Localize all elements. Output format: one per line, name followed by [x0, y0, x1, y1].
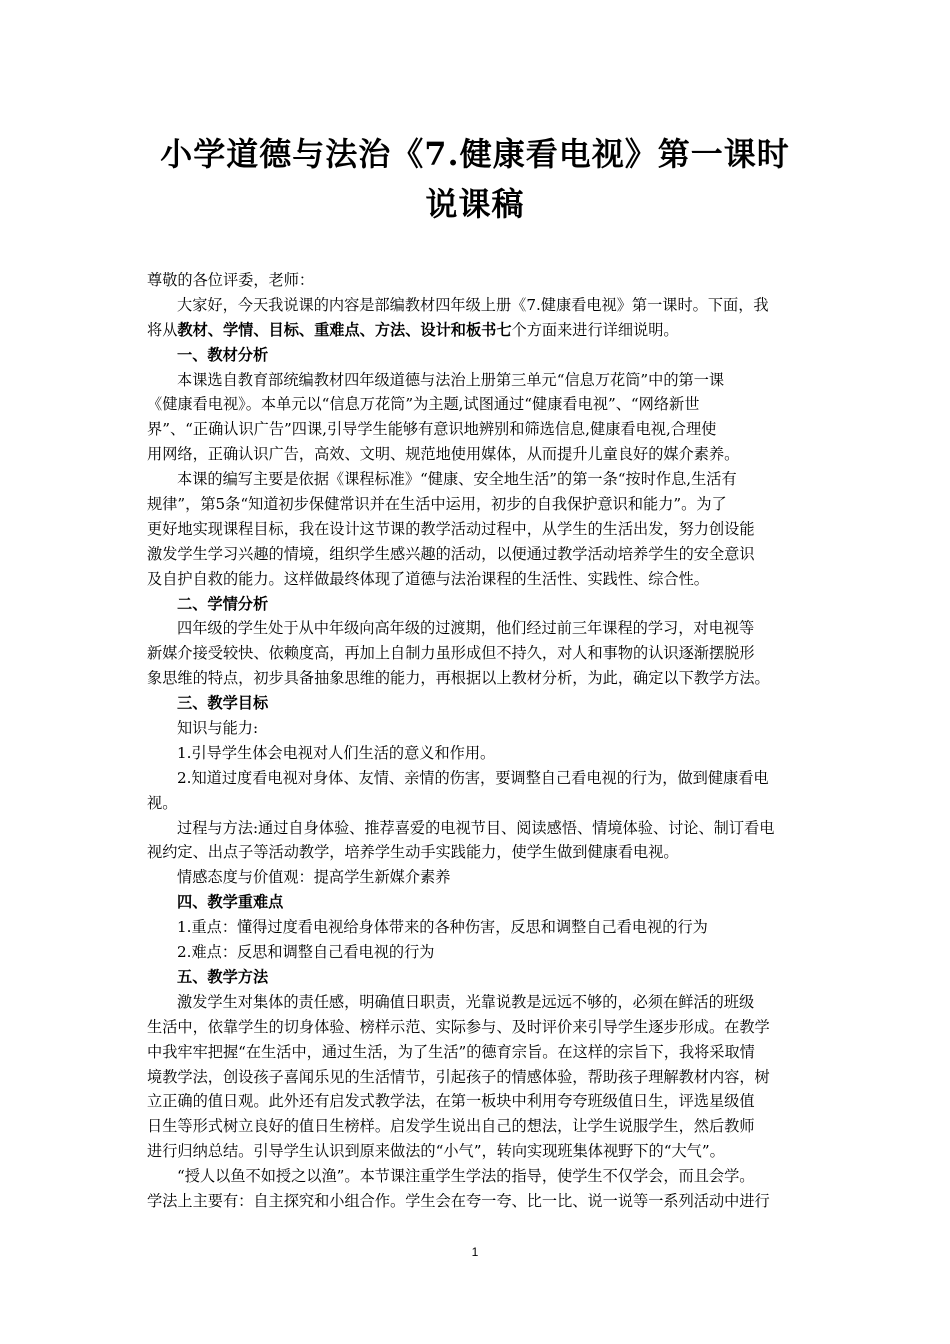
paragraph-line: 立正确的值日观。此外还有启发式教学法，在第一板块中利用夸夸班级值日生，评选星级值	[147, 1092, 755, 1111]
paragraph-line: 知识与能力:	[177, 719, 259, 738]
intro-emphasis: 教材、学情、目标、重难点、方法、设计和板书七	[177, 320, 512, 339]
paragraph-line: 用网络，正确认识广告，高效、文明、规范地使用媒体，从而提升儿童良好的媒介素养。	[147, 445, 740, 464]
paragraph-line: 及自护自救的能力。这样做最终体现了道德与法治课程的生活性、实践性、综合性。	[147, 569, 709, 588]
paragraph-line: 日生等形式树立良好的值日生榜样。启发学生说出自己的想法，让学生说服学生，然后教师	[147, 1117, 755, 1136]
paragraph-line: 1.引导学生体会电视对人们生活的意义和作用。	[177, 743, 496, 762]
page-number: 1	[471, 1245, 479, 1259]
section-heading-objectives: 三、教学目标	[177, 694, 269, 713]
paragraph-line: 《健康看电视》。本单元以“信息万花筒”为主题,试图通过“健康看电视”、“网络新世	[147, 395, 700, 414]
paragraph-line: 2.难点：反思和调整自己看电视的行为	[177, 943, 435, 962]
paragraph-line: 境教学法，创设孩子喜闻乐见的生活情节，引起孩子的情感体验，帮助孩子理解教材内容，树	[147, 1067, 770, 1086]
document-title-line1: 小学道德与法治《7.健康看电视》第一课时	[160, 135, 790, 173]
section-heading-key-points: 四、教学重难点	[177, 893, 284, 912]
section-heading-materials: 一、教材分析	[177, 345, 269, 364]
paragraph-line: 2.知道过度看电视对身体、友情、亲情的伤害，要调整自己看电视的行为，做到健康看电	[177, 768, 769, 787]
paragraph-line: 激发学生对集体的责任感，明确值日职责，光靠说教是远远不够的，必须在鲜活的班级	[177, 992, 755, 1011]
section-heading-methods: 五、教学方法	[177, 967, 269, 986]
greeting: 尊敬的各位评委，老师：	[147, 271, 315, 289]
document-body	[147, 268, 807, 1214]
paragraph-line: 更好地实现课程目标，我在设计这节课的教学活动过程中，从学生的生活出发，努力创设能	[147, 519, 755, 538]
paragraph-line: 1.重点：懂得过度看电视给身体带来的各种伤害，反思和调整自己看电视的行为	[177, 918, 708, 937]
paragraph-line: 本课选自教育部统编教材四年级道德与法治上册第三单元“信息万花筒”中的第一课	[177, 370, 725, 389]
paragraph-line: 生活中，依靠学生的切身体验、榜样示范、实际参与、及时评价来引导学生逐步形成。在教学	[147, 1017, 770, 1036]
paragraph-line: 视约定、出点子等活动教学，培养学生动手实践能力，使学生做到健康看电视。	[147, 843, 679, 862]
paragraph-line: 情感态度与价值观：提高学生新媒介素养	[177, 868, 451, 887]
paragraph-line: 象思维的特点，初步具备抽象思维的能力，再根据以上教材分析，为此，确定以下教学方法。	[147, 669, 770, 688]
paragraph-line: 激发学生学习兴趣的情境，组织学生感兴趣的活动，以便通过教学活动培养学生的安全意识	[147, 544, 755, 563]
intro-line: 大家好，今天我说课的内容是部编教材四年级上册《7.健康看电视》第一课时。下面，我	[177, 295, 769, 314]
paragraph-line: 过程与方法:通过自身体验、推荐喜爱的电视节目、阅读感悟、情境体验、讨论、制订看电	[177, 818, 775, 837]
document-title-line2: 说课稿	[425, 185, 525, 223]
paragraph-line: 视。	[147, 793, 178, 812]
paragraph-line: 学法上主要有：自主探究和小组合作。学生会在夸一夸、比一比、说一说等一系列活动中进行	[147, 1191, 770, 1210]
paragraph-line: 四年级的学生处于从中年级向高年级的过渡期，他们经过前三年课程的学习，对电视等	[177, 619, 755, 638]
intro-line: 将从教材、学情、目标、重难点、方法、设计和板书七个方面来进行详细说明。	[147, 320, 679, 339]
paragraph-line: 新媒介接受较快、依赖度高，再加上自制力虽形成但不持久，对人和事物的认识逐渐摆脱形	[147, 644, 755, 663]
paragraph-line: 本课的编写主要是依据《课程标准》“健康、安全地生活”的第一条“按时作息,生活有	[177, 470, 737, 489]
paragraph-line: 规律”，第5条“知道初步保健常识并在生活中运用，初步的自我保护意识和能力”。为了	[147, 495, 727, 514]
paragraph-line: 界”、“正确认识广告”四课,引导学生能够有意识地辨别和筛选信息,健康看电视,合理使	[147, 420, 717, 439]
paragraph-line: “授人以鱼不如授之以渔”。本节课注重学生学法的指导，使学生不仅学会，而且会学。	[177, 1167, 755, 1186]
paragraph-line: 进行归纳总结。引导学生认识到原来做法的“小气”，转向实现班集体视野下的“大气”。	[147, 1142, 725, 1161]
paragraph-line: 中我牢牢把握“在生活中，通过生活，为了生活”的德育宗旨。在这样的宗旨下，我将采取情	[147, 1042, 755, 1061]
section-heading-students: 二、学情分析	[177, 594, 269, 613]
